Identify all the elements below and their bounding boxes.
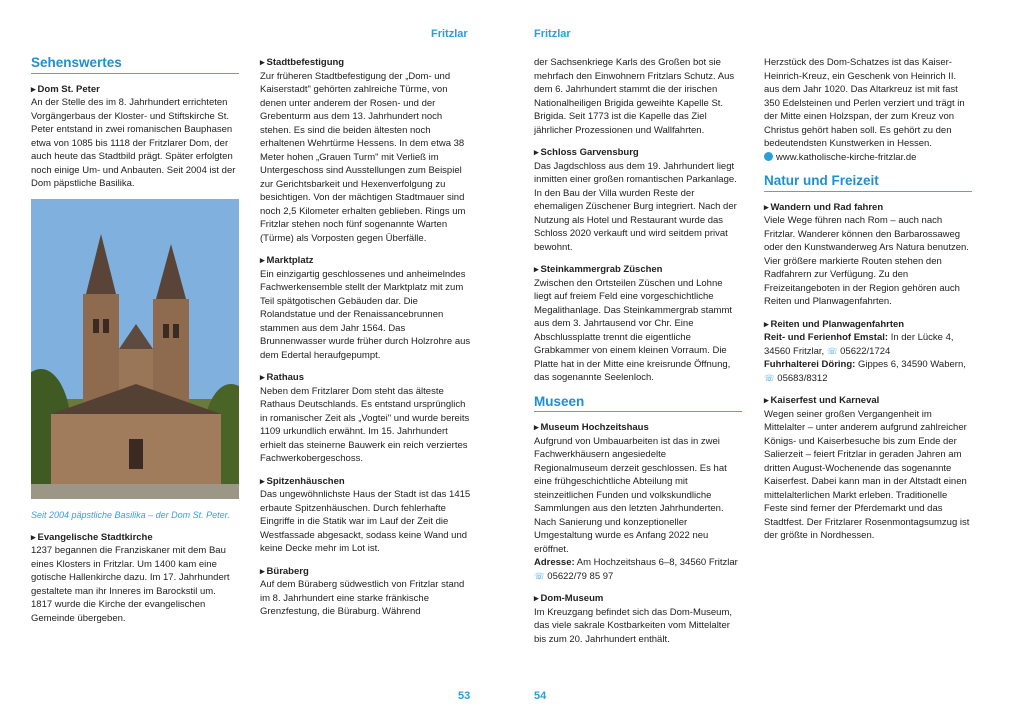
schloss-heading: ▸ Schloss Garvensburg bbox=[534, 146, 742, 160]
address-value: Am Hochzeitshaus 6–8, 34560 Fritzlar bbox=[576, 557, 738, 568]
fuhrhalterei-name: Fuhrhalterei Döring: bbox=[764, 359, 856, 370]
ev-heading: ▸ Evangelische Stadtkirche bbox=[31, 531, 239, 545]
fuhrhalterei-address: Gippes 6, 34590 Wabern, bbox=[857, 359, 966, 370]
bueraberg-continued-text: der Sachsenkriege Karls des Großen bot sie mehrfach den Einwohnern Fritzlars Schutz. Aus dem 6. Jahrhundert stammt die der irischen Nationalheiligen Brigida geweihte Kapelle St. Brigida. Seit 1773 ist die Kapelle das Ziel jährlicher Prozessionen und Wallfahrten. bbox=[534, 57, 735, 136]
column-4 bbox=[764, 56, 972, 543]
spitzenhaeuschen-text: Das ungewöhnlichste Haus der Stadt ist das 1415 erbaute Spitzenhäuschen. Durch fehlerhafte Eingriffe in die Statik war im Lauf der Zeit die Westfassade abgesackt, sodass keine Wand und keine Decke mehr im Lot ist. bbox=[260, 489, 471, 554]
marktplatz-text: Ein einzigartig geschlossenes und anheimelndes Fachwerkensemble stellt der Marktplatz mit zum Teil spätgotischen Gebäuden dar. Die Rolandstatue und der Renaissancebrunnen stammen aus dem Jahr 1564. Das Brunnenwasser wurde früher durch Holzrohre aus dem Edertal heraufgepumpt. bbox=[260, 268, 471, 361]
dom-museum-text: Im Kreuzgang befindet sich das Dom-Museum, das viele sakrale Kostbarkeiten vom Mittelalter bis zum 20. Jahrhundert enthält. bbox=[534, 606, 733, 645]
website-line bbox=[764, 151, 972, 165]
fuhrhalterei-entry bbox=[764, 358, 972, 385]
fuhrhalterei-phone: 05683/8312 bbox=[777, 372, 828, 384]
address-label: Adresse: bbox=[534, 557, 575, 568]
bueraberg-heading: ▸ Büraberg bbox=[260, 565, 472, 579]
museum-address bbox=[534, 556, 742, 583]
column-3 bbox=[534, 56, 742, 646]
cathedral-photo bbox=[31, 199, 239, 499]
running-head-right: Fritzlar bbox=[534, 28, 571, 40]
wandern-heading: ▸ Wandern und Rad fahren bbox=[764, 201, 972, 215]
stadtbefestigung-heading: ▸ Stadtbefestigung bbox=[260, 56, 472, 70]
steinkammergrab-heading: ▸ Steinkammergrab Züschen bbox=[534, 263, 742, 277]
wandern-text: Viele Wege führen nach Rom – auch nach Fritzlar. Wanderer können den Barbarossaweg oder den Kunstwanderweg Ars Natura benutzen. Vier größere markierte Routen stehen den Radfahrern zur Verfügung. Zu den Freizeitangeboten in der Region gehören auch Reiten und Planwagenfahrten. bbox=[764, 215, 969, 307]
reiterhof-entry bbox=[764, 331, 972, 358]
column-1 bbox=[31, 56, 239, 625]
dom-museum-heading: ▸ Dom-Museum bbox=[534, 592, 742, 606]
phone-icon: ☏ bbox=[826, 345, 838, 356]
bueraberg-text: Auf dem Büraberg südwestlich von Fritzlar stand im 8. Jahrhundert eine starke fränkische Grenzfestung, die Büraburg. Während bbox=[260, 579, 465, 617]
globe-icon bbox=[764, 152, 773, 161]
rathaus-heading: ▸ Rathaus bbox=[260, 371, 472, 385]
photo-caption: Seit 2004 päpstliche Basilika – der Dom St. Peter. bbox=[31, 510, 230, 520]
section-heading-sehenswertes: Sehenswertes bbox=[31, 56, 239, 74]
phone-icon: ☏ bbox=[534, 570, 545, 581]
dom-text: An der Stelle des im 8. Jahrhundert errichteten Vorgängerbaus der Kloster- und Stiftskirche St. Peter entstand in zwei romanischen Bauphasen etwa von 1085 bis 1118 der Fritzlarer Dom, der auch heute das Stadtbild prägt. Später erfolgten noch einige Um- und Anbauten. Seit 2004 ist der Dom päpstliche Basilika. bbox=[31, 97, 236, 189]
spitzenhaeuschen-heading: ▸ Spitzenhäuschen bbox=[260, 475, 472, 489]
reiterhof-address: In der Lücke 4, 34560 Fritzlar, bbox=[764, 332, 954, 357]
stadtbefestigung-text: Zur früheren Stadtbefestigung der „Dom- und Kaiserstadt" gehörten zahlreiche Türme, von denen unter anderem der Rosen- und der Grebenturm aus dem 13. Jahrhundert noch stehen. Es sind die beiden ältesten noch erhaltenen Wehrtürme Hessens. In dem etwa 38 Meter hohen „Grauen Turm" mit Verließ im Untergeschoss sind Ausstellungen zum Beispiel zur Gerichtsbarkeit und Hexenverfolgung zu besichtigen. Von der mächtigen Stadtmauer sind noch 2,5 Kilometer erhalten geblieben. Rings um Fritzlar stehen noch fünf sogenannte Warten (Türme) als Vorposten gegen Überfälle. bbox=[260, 70, 466, 244]
rathaus-text: Neben dem Fritzlarer Dom steht das älteste Rathaus Deutschlands. Es entstand ursprünglich in romanischer Zeit als „Vogtei" und wurde bereits 1109 urkundlich erwähnt. Im 15. Jahrhundert erhielt das steinerne Bauwerk ein reich verziertes Fachwerkobergeschoss. bbox=[260, 385, 470, 464]
steinkammergrab-text: Zwischen den Ortsteilen Züschen und Lohne liegt auf freiem Feld eine vorgeschichtliche Megalithanlage. Das Steinkammergrab stammt aus dem 3. Jahrtausend vor Chr. Eine Abschlussplatte trennt die eigentliche Grabkammer von einem kleinen Vorraum. Die Platte hat in der Mitte eine kreisrunde Öffnung, das sogenannte Seelenloch. bbox=[534, 277, 733, 383]
website-link[interactable]: www.katholische-kirche-fritzlar.de bbox=[776, 151, 917, 163]
ev-text: 1237 begannen die Franziskaner mit dem Bau eines Klosters in Fritzlar. Um 1400 kam eine gotische Hallenkirche dazu. Im 17. Jahrhundert gestaltete man ihr Inneres im Barockstil um. 1817 wurde die Kirche der evangelischen Gemeinde übergeben. bbox=[31, 545, 230, 624]
section-heading-museen: Museen bbox=[534, 395, 742, 413]
museum-heading: ▸ Museum Hochzeitshaus bbox=[534, 421, 742, 435]
kaiserfest-text: Wegen seiner großen Vergangenheit im Mittelalter – unter anderem aufgrund zahlreicher Königs- und Kaiserbesuche bis zum Ende der Salierzeit – feiert Fritzlar in geraden Jahren am dritten August-Wochenende das sogenannte Kaiserfest. Dabei kann man in der Altstadt einen mittelalterlichen Markt erleben. Traditionelle Feste sind ferner der Pferdemarkt und das Stadtfest. Der Fritzlarer Rosenmontagsumzug ist der größte in Nordhessen. bbox=[764, 408, 970, 541]
running-head-left: Fritzlar bbox=[431, 28, 468, 40]
page-number-right: 54 bbox=[534, 690, 547, 702]
column-2 bbox=[260, 56, 472, 619]
phone-icon: ☏ bbox=[764, 372, 775, 383]
marktplatz-heading: ▸ Marktplatz bbox=[260, 254, 472, 268]
museum-phone: 05622/79 85 97 bbox=[547, 570, 614, 582]
reiterhof-name: Reit- und Ferienhof Emstal: bbox=[764, 332, 889, 343]
schloss-text: Das Jagdschloss aus dem 19. Jahrhundert liegt inmitten einer großen romantischen Parkanlage. In den Bau der Villa wurden Reste der ehemaligen Züschener Burg integriert. Nach der Nutzung als Hotel und Restaurant wurde das Schloss 2020 verkauft und wird seitdem privat bewohnt. bbox=[534, 160, 737, 253]
page-number-left: 53 bbox=[458, 690, 471, 702]
kaiserfest-heading: ▸ Kaiserfest und Karneval bbox=[764, 394, 972, 408]
section-heading-natur: Natur und Freizeit bbox=[764, 174, 972, 192]
dom-schatz-text: Herzstück des Dom-Schatzes ist das Kaiser-Heinrich-Kreuz, ein Geschenk von Heinrich II. aus dem Jahr 1020. Das Altarkreuz ist mit fast 350 Edelsteinen und Perlen verziert und trägt in der Mitte einen Holzspan, der zum Kreuz von Christus gehört haben soll. Es gehört zu den bedeutendsten Kunstwerken in Hessen. bbox=[764, 57, 965, 149]
reiterhof-phone: 05622/1724 bbox=[840, 345, 891, 357]
dom-heading: ▸ Dom St. Peter bbox=[31, 83, 239, 97]
reiten-heading: ▸ Reiten und Planwagenfahrten bbox=[764, 318, 972, 332]
museum-text: Aufgrund von Umbauarbeiten ist das in zwei Fachwerkhäusern angesiedelte Regionalmuseum derzeit geschlossen. Es hat eine frühgeschichtliche Abteilung mit steinzeitlichen Funden und volkskundliche Sammlungen aus den letzten Jahrhunderten. Nach Sanierung und konzeptioneller Umgestaltung wurde es Anfang 2022 neu eröffnet. bbox=[534, 435, 727, 555]
